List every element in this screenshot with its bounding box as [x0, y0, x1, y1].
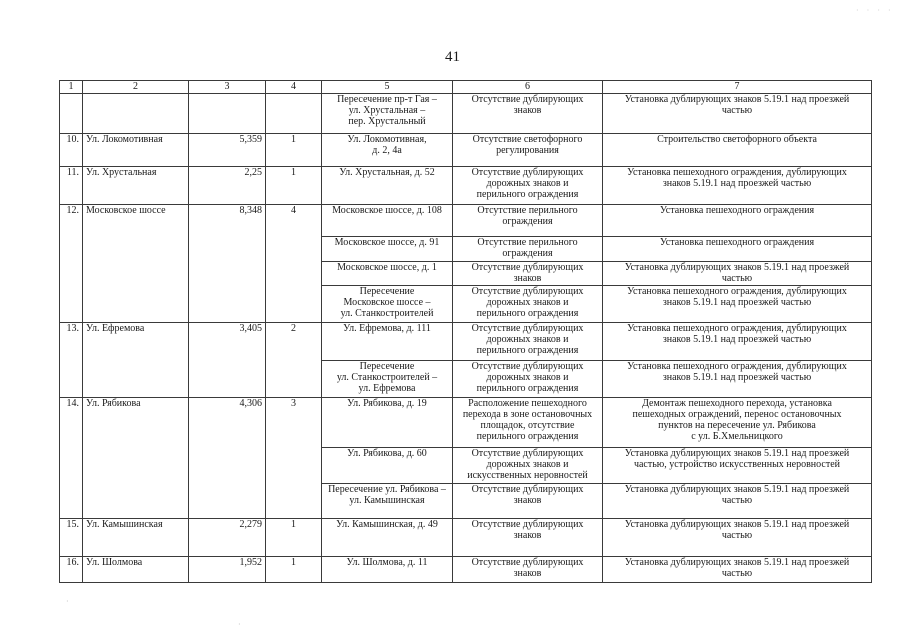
length-cell: 1,952 [189, 557, 266, 583]
count-cell: 1 [266, 167, 322, 205]
measure-cell: Установка пешеходного ограждения, дублирующих знаков 5.19.1 над проезжей частью [603, 323, 872, 361]
scan-artifact-dots: · · · · [856, 6, 894, 15]
location-cell: Ул. Рябикова, д. 19 [322, 398, 453, 448]
street-cell: Московское шоссе [83, 205, 189, 323]
column-header: 4 [266, 81, 322, 94]
problem-cell: Отсутствие дублирующих дорожных знаков и перильного ограждения [453, 323, 603, 361]
street-cell: Ул. Ефремова [83, 323, 189, 398]
row-number-cell: 10. [60, 134, 83, 167]
measure-cell: Установка дублирующих знаков 5.19.1 над проезжей частью [603, 557, 872, 583]
location-cell: Московское шоссе, д. 108 [322, 205, 453, 237]
location-cell: Ул. Рябикова, д. 60 [322, 448, 453, 484]
length-cell: 3,405 [189, 323, 266, 398]
problem-cell: Отсутствие дублирующих дорожных знаков и искусственных неровностей [453, 448, 603, 484]
column-header: 6 [453, 81, 603, 94]
table-row [60, 557, 872, 583]
row-number-cell [60, 94, 83, 134]
location-cell: Ул. Хрустальная, д. 52 [322, 167, 453, 205]
count-cell: 4 [266, 205, 322, 323]
street-cell: Ул. Локомотивная [83, 134, 189, 167]
row-number-cell: 14. [60, 398, 83, 519]
problem-cell: Отсутствие дублирующих знаков [453, 94, 603, 134]
measure-cell: Строительство светофорного объекта [603, 134, 872, 167]
column-header: 2 [83, 81, 189, 94]
location-cell: Пересечение ул. Рябикова – ул. Камышинская [322, 484, 453, 519]
count-cell: 1 [266, 519, 322, 557]
street-cell: Ул. Шолмова [83, 557, 189, 583]
scan-speck: · [66, 597, 69, 606]
measure-cell: Установка пешеходного ограждения, дублирующих знаков 5.19.1 над проезжей частью [603, 286, 872, 323]
street-cell: Ул. Хрустальная [83, 167, 189, 205]
table-row [60, 205, 872, 237]
column-number-row [60, 81, 872, 94]
count-cell: 1 [266, 557, 322, 583]
row-number-cell: 11. [60, 167, 83, 205]
table-row [60, 398, 872, 448]
column-header: 5 [322, 81, 453, 94]
data-table [59, 80, 872, 583]
location-cell: Ул. Локомотивная, д. 2, 4а [322, 134, 453, 167]
problem-cell: Отсутствие дублирующих знаков [453, 262, 603, 286]
problem-cell: Отсутствие дублирующих знаков [453, 519, 603, 557]
measure-cell: Установка дублирующих знаков 5.19.1 над проезжей частью, устройство искусственных неровностей [603, 448, 872, 484]
table-row [60, 94, 872, 134]
page-number: 41 [445, 49, 460, 65]
problem-cell: Отсутствие перильного ограждения [453, 237, 603, 262]
problem-cell: Отсутствие светофорного регулирования [453, 134, 603, 167]
scan-speck: · [238, 620, 241, 629]
street-cell: Ул. Камышинская [83, 519, 189, 557]
row-number-cell: 15. [60, 519, 83, 557]
location-cell: Московское шоссе, д. 1 [322, 262, 453, 286]
problem-cell: Отсутствие дублирующих знаков [453, 484, 603, 519]
count-cell: 2 [266, 323, 322, 398]
measure-cell: Установка пешеходного ограждения [603, 237, 872, 262]
measure-cell: Установка пешеходного ограждения, дублирующих знаков 5.19.1 над проезжей частью [603, 167, 872, 205]
street-cell [83, 94, 189, 134]
length-cell: 2,25 [189, 167, 266, 205]
location-cell: Пересечение пр-т Гая – ул. Хрустальная – пер. Хрустальный [322, 94, 453, 134]
table-row [60, 167, 872, 205]
length-cell: 5,359 [189, 134, 266, 167]
count-cell: 1 [266, 134, 322, 167]
location-cell: Пересечение Московское шоссе – ул. Станкостроителей [322, 286, 453, 323]
location-cell: Ул. Камышинская, д. 49 [322, 519, 453, 557]
table-row [60, 519, 872, 557]
length-cell: 4,306 [189, 398, 266, 519]
length-cell [189, 94, 266, 134]
problem-cell: Отсутствие дублирующих дорожных знаков и перильного ограждения [453, 167, 603, 205]
measure-cell: Установка пешеходного ограждения [603, 205, 872, 237]
problem-cell: Отсутствие дублирующих дорожных знаков и перильного ограждения [453, 286, 603, 323]
count-cell [266, 94, 322, 134]
measure-cell: Установка дублирующих знаков 5.19.1 над проезжей частью [603, 484, 872, 519]
problem-cell: Отсутствие дублирующих знаков [453, 557, 603, 583]
problem-cell: Отсутствие перильного ограждения [453, 205, 603, 237]
column-header: 7 [603, 81, 872, 94]
measure-cell: Установка пешеходного ограждения, дублирующих знаков 5.19.1 над проезжей частью [603, 361, 872, 398]
row-number-cell: 12. [60, 205, 83, 323]
location-cell: Ул. Шолмова, д. 11 [322, 557, 453, 583]
location-cell: Московское шоссе, д. 91 [322, 237, 453, 262]
measure-cell: Установка дублирующих знаков 5.19.1 над проезжей частью [603, 94, 872, 134]
table-row [60, 323, 872, 361]
length-cell: 8,348 [189, 205, 266, 323]
measure-cell: Установка дублирующих знаков 5.19.1 над проезжей частью [603, 519, 872, 557]
problem-cell: Расположение пешеходного перехода в зоне остановочных площадок, отсутствие перильного ограждения [453, 398, 603, 448]
column-header: 1 [60, 81, 83, 94]
row-number-cell: 13. [60, 323, 83, 398]
table-row [60, 134, 872, 167]
location-cell: Пересечение ул. Станкостроителей – ул. Ефремова [322, 361, 453, 398]
row-number-cell: 16. [60, 557, 83, 583]
column-header: 3 [189, 81, 266, 94]
measure-cell: Демонтаж пешеходного перехода, установка пешеходных ограждений, перенос остановочных пунктов на пересечение ул. Рябикова с ул. Б.Хмельницкого [603, 398, 872, 448]
length-cell: 2,279 [189, 519, 266, 557]
count-cell: 3 [266, 398, 322, 519]
street-cell: Ул. Рябикова [83, 398, 189, 519]
problem-cell: Отсутствие дублирующих дорожных знаков и перильного ограждения [453, 361, 603, 398]
measure-cell: Установка дублирующих знаков 5.19.1 над проезжей частью [603, 262, 872, 286]
location-cell: Ул. Ефремова, д. 111 [322, 323, 453, 361]
table-body [60, 94, 872, 583]
